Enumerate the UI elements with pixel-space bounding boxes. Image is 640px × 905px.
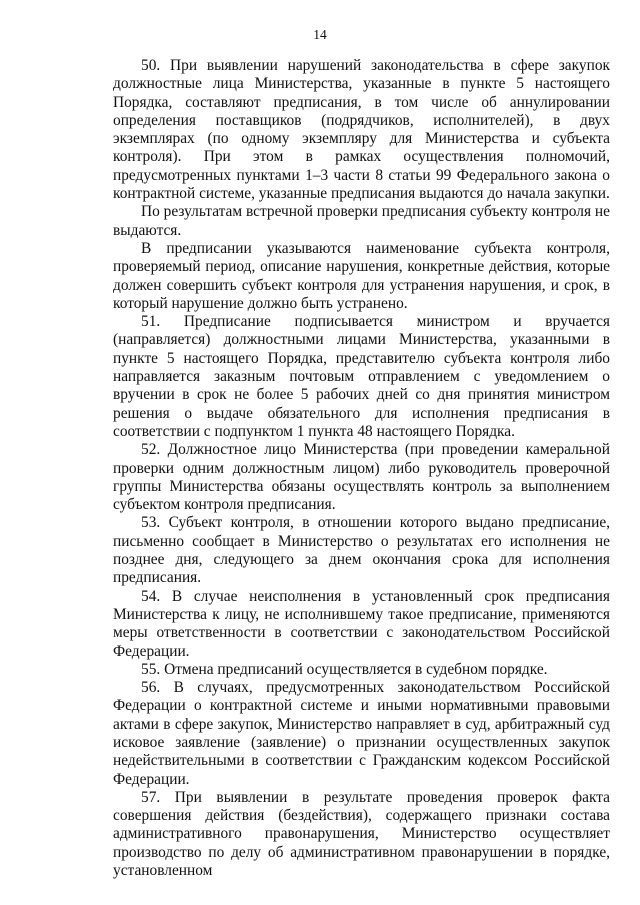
paragraph-50: 50. При выявлении нарушений законодательства в сфере закупок должностные лица Министерства, указанные в пункте 5 настоящего Порядка, составляют предписания, в том числе об аннулировании определения поставщиков (подрядчиков, исполнителей), в двух экземплярах (по одному экземпляру для Министерства и субъекта контроля). При этом в рамках осуществления полномочий, предусмотренных пунктами 1–3 части 8 статьи 99 Федерального закона о контрактной системе, указанные предписания выдаются до начала закупки.: [113, 57, 610, 203]
paragraph-51: 51. Предписание подписывается министром и вручается (направляется) должностными лицами Министерства, указанными в пункте 5 настоящего Порядка, представителю субъекта контроля либо направляется заказным почтовым отправлением с уведомлением о вручении в срок не более 5 рабочих дней со дня принятия министром решения о выдаче обязательного для исполнения предписания в соответствии с подпунктом 1 пункта 48 настоящего Порядка.: [113, 313, 610, 440]
paragraph-57: 57. При выявлении в результате проведения проверок факта совершения действия (бездействия), содержащего признаки состава административного правонарушения, Министерство осуществляет производство по делу об административном правонарушении в порядке, установленном: [113, 788, 610, 880]
document-body: [113, 57, 610, 880]
paragraph-55: 55. Отмена предписаний осуществляется в судебном порядке.: [141, 660, 548, 678]
paragraph-52: 52. Должностное лицо Министерства (при проведении камеральной проверки одним должностным лицом) либо руководитель проверочной группы Министерства обязаны осуществлять контроль за выполнением субъектом контроля предписания.: [113, 441, 610, 514]
paragraph-counter-check: По результатам встречной проверки предписания субъекту контроля не выдаются.: [113, 203, 610, 239]
page-number: 14: [313, 27, 327, 42]
paragraph-54: 54. В случае неисполнения в установленный срок предписания Министерства к лицу, не исполнившему такое предписание, применяются меры ответственности в соответствии с законодательством Российской Федерации.: [113, 587, 610, 660]
paragraph-53: 53. Субъект контроля, в отношении которого выдано предписание, письменно сообщает в Министерство о результатах его исполнения не позднее дня, следующего за днем окончания срока для исполнения предписания.: [113, 514, 610, 587]
paragraph-prescription-content: В предписании указываются наименование субъекта контроля, проверяемый период, описание нарушения, конкретные действия, которые должен совершить субъект контроля для устранения нарушения, и срок, в который нарушение должно быть устранено.: [113, 239, 610, 312]
paragraph-56: 56. В случаях, предусмотренных законодательством Российской Федерации о контрактной системе и иными нормативными правовыми актами в сфере закупок, Министерство направляет в суд, арбитражный суд исковое заявление (заявление) о признании осуществленных закупок недействительными в соответствии с Гражданским кодексом Российской Федерации.: [113, 679, 610, 788]
